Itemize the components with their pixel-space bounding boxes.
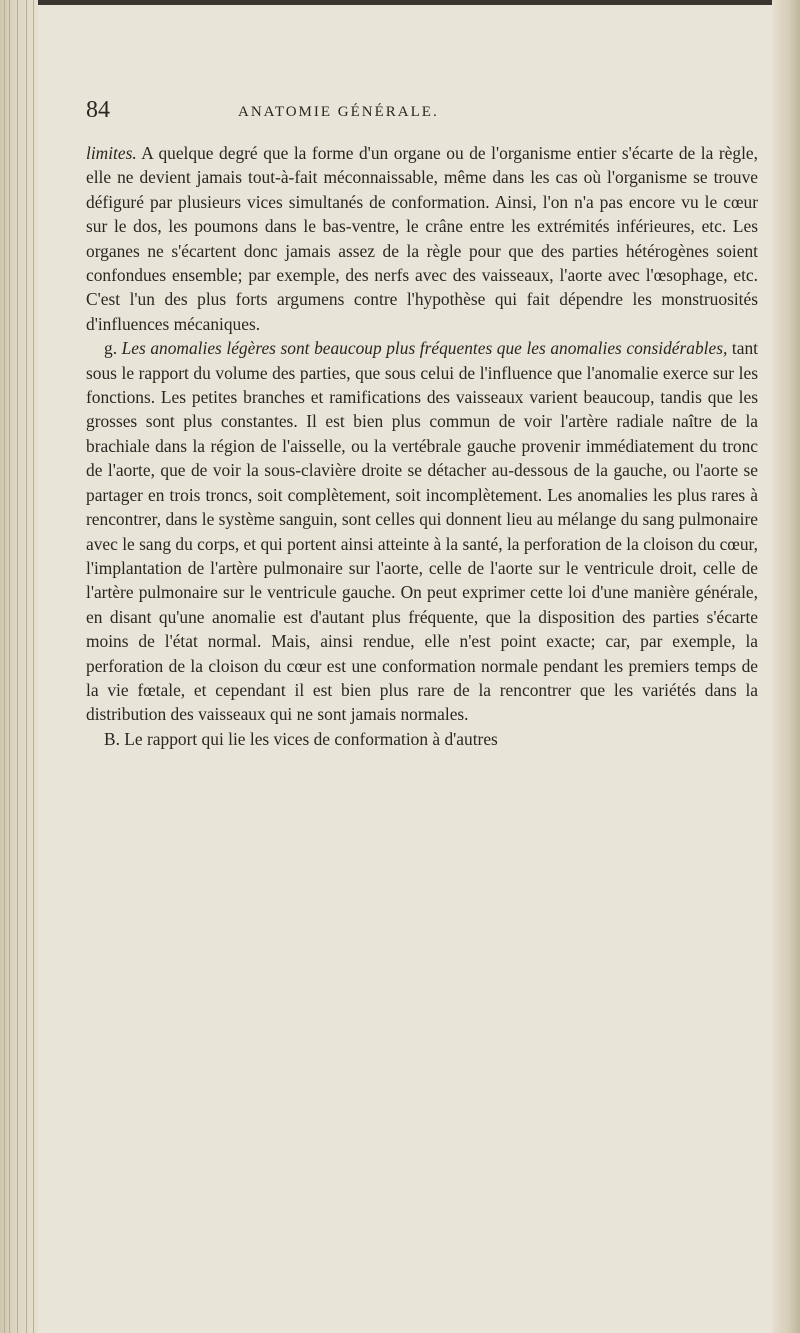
- binding-gutter: [0, 0, 38, 1333]
- paragraph-text: A quelque degré que la forme d'un organe ou de l'organisme entier s'écarte de la règle, elle ne devient jamais tout-à-fait méconnaissable, même dans les cas où l'organisme se trouve défiguré par plusieurs vices simultanés de conformation. Ainsi, l'on n'a pas encore vu le cœur sur le dos, les poumons dans le bas-ventre, le crâne entre les extrémités inférieures, etc. Les organes ne s'écartent donc jamais assez de la règle pour que des parties hétérogènes soient confondues ensemble; par exemple, des nerfs avec des vaisseaux, l'aorte avec l'œsophage, etc. C'est l'un des plus forts argumens contre l'hypothèse qui fait dépendre les monstruosités d'influences mécaniques.: [86, 143, 758, 334]
- paragraph-3: [86, 727, 758, 751]
- paragraph-lead-italic: Les anomalies légères sont beaucoup plus fréquentes que les anomalies considérables,: [117, 338, 728, 359]
- page-right-edge: [772, 0, 800, 1333]
- page-number: 84: [86, 97, 110, 123]
- paragraph-1: [86, 141, 758, 336]
- body-text: [86, 141, 758, 751]
- paragraph-lead-italic: limites.: [86, 143, 137, 163]
- page-header: [38, 90, 772, 130]
- paragraph-text: Le rapport qui lie les vices de conformation à d'autres: [119, 728, 498, 749]
- book-page: [38, 5, 772, 1333]
- paragraph-2: [86, 336, 758, 727]
- paragraph-text: tant sous le rapport du volume des parties, que sous celui de l'influence que l'anomalie exerce sur les fonctions. Les petites branches et ramifications des vaisseaux varient beaucoup, tandis que les grosses sont plus constantes. Il est bien plus commun de voir l'artère radiale naître de la brachiale dans la région de l'aisselle, ou la vertébrale gauche provenir immédiatement du tronc de l'aorte, que de voir la sous-clavière droite se détacher au-dessous de la gauche, ou l'aorte se partager en trois troncs, soit complètement, soit incomplètement. Les anomalies les plus rares à rencontrer, dans le système sanguin, sont celles qui donnent lieu au mélange du sang pulmonaire avec le sang du corps, et qui portent ainsi atteinte à la santé, la perforation de la cloison du cœur, l'implantation de l'artère pulmonaire sur l'aorte, celle de l'aorte sur le ventricule droit, celle de l'artère pulmonaire sur le ventricule gauche. On peut exprimer cette loi d'une manière générale, en disant qu'une anomalie est d'autant plus fréquente, que la disposition des parties s'écarte moins de l'état normal. Mais, ainsi rendue, elle n'est point exacte; car, par exemple, la perforation de la cloison du cœur est une conformation normale pendant les premiers temps de la vie fœtale, et cependant il est bien plus rare de la rencontrer que les variétés dans la distribution des vaisseaux qui ne sont jamais normales.: [86, 338, 758, 725]
- paragraph-marker: g.: [104, 338, 118, 359]
- paragraph-marker: B.: [104, 728, 120, 749]
- running-title: ANATOMIE GÉNÉRALE.: [238, 104, 439, 120]
